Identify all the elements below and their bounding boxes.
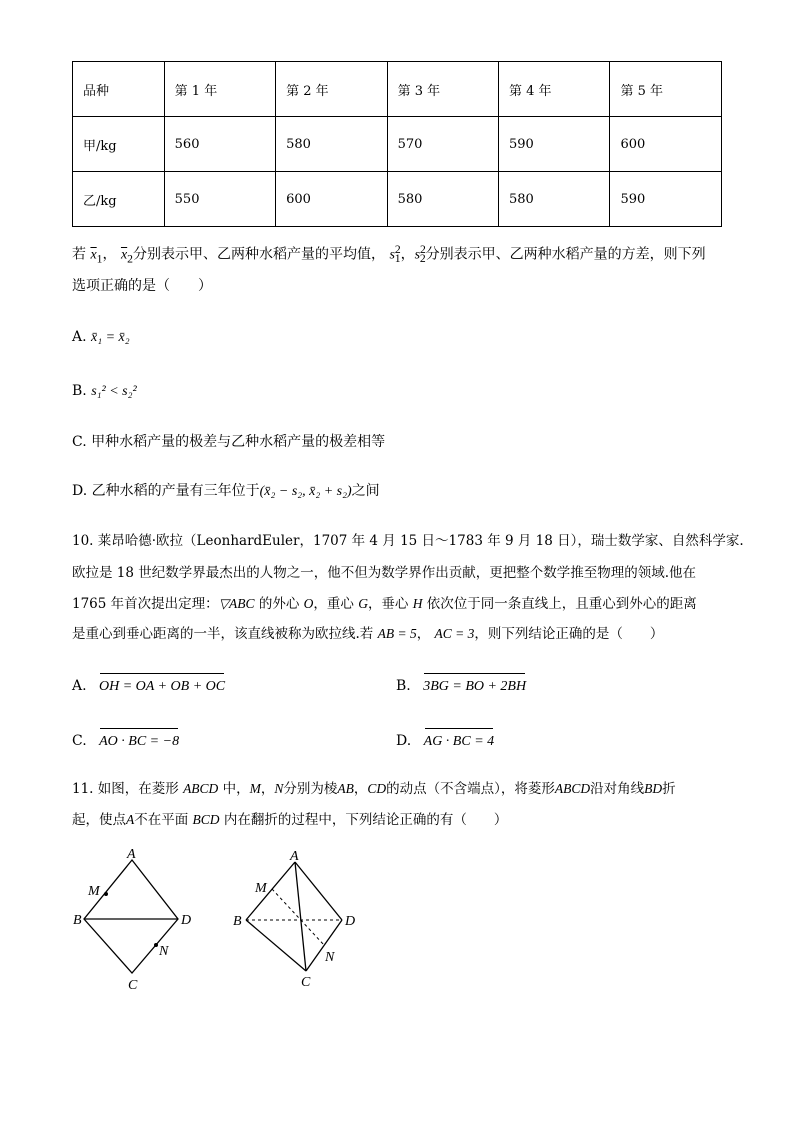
edge-bc	[246, 920, 306, 971]
q10-option-c	[72, 731, 179, 752]
text: ，	[260, 781, 275, 797]
subscript: 2	[127, 252, 133, 266]
table-cell: 第 4 年	[499, 62, 610, 117]
table-cell: 品种	[73, 62, 165, 117]
math-ab: AB = 5	[377, 626, 417, 641]
label-d: D	[345, 914, 356, 929]
table-cell: 第 5 年	[610, 62, 722, 117]
superscript: 2	[420, 243, 426, 256]
label-m: M	[88, 884, 100, 899]
text: 中，	[222, 781, 250, 797]
option-math: 3BG = BO + 2BH	[423, 677, 526, 697]
q10-option-a	[72, 676, 225, 697]
yield-table	[72, 61, 722, 227]
text: 分别表示甲、乙两种水稻产量的方差，则下列	[425, 246, 706, 263]
q10-line1: 10. 莱昂哈德·欧拉（LeonhardEuler，1707 年 4 月 15 日～1783 年 9 月 18 日），瑞士数学家、自然科学家.	[72, 533, 744, 549]
label-d: D	[181, 913, 192, 928]
q9-option-c	[72, 432, 385, 452]
text: 起，使点	[72, 812, 126, 828]
math: BD	[644, 781, 663, 796]
option-label: C.	[72, 434, 87, 450]
text: ，	[102, 246, 117, 263]
table-cell: 580	[276, 117, 387, 172]
label-c: C	[128, 978, 138, 993]
subscript: 2	[419, 252, 426, 266]
table-cell: 第 2 年	[276, 62, 387, 117]
q11-line1	[72, 779, 676, 799]
math: N	[274, 781, 284, 796]
math: BCD	[192, 812, 220, 827]
text: ，	[400, 246, 415, 263]
text: 不在平面	[134, 812, 189, 828]
option-math: AO · BC = −8	[99, 732, 179, 752]
math-g: G	[358, 596, 368, 611]
text: 沿对角线	[590, 781, 645, 797]
table-cell: 590	[610, 172, 722, 227]
table-cell: 第 1 年	[164, 62, 275, 117]
math: ABCD	[183, 781, 219, 796]
text: ，则下列结论正确的是（ ）	[474, 626, 664, 642]
option-label: B.	[72, 383, 87, 399]
label-b: B	[73, 913, 82, 928]
point-n	[154, 943, 158, 947]
text: 依次位于同一条直线上，且重心到外心的距离	[426, 596, 697, 612]
option-label: A.	[72, 329, 87, 345]
point-m	[104, 892, 108, 896]
option-math: s₁² < s₂²	[91, 384, 137, 399]
label-n: N	[159, 944, 169, 959]
table-cell: 580	[387, 172, 498, 227]
text: 分别表示甲、乙两种水稻产量的平均值，	[133, 246, 385, 263]
subscript: 1	[394, 252, 401, 266]
table-cell: 560	[164, 117, 275, 172]
text: 内在翻折的过程中，下列结论正确的有（ ）	[223, 812, 508, 828]
label-a: A	[127, 847, 136, 862]
math: M	[249, 781, 261, 796]
option-label: A.	[72, 678, 87, 694]
math-triangle: ▽ABC	[218, 596, 255, 611]
q9-option-a	[72, 327, 130, 348]
option-math: (x̄₂ − s₂, x̄₂ + s₂)	[259, 484, 352, 499]
text: ，重心	[313, 596, 354, 612]
table-cell: 570	[387, 117, 498, 172]
q10-option-b	[396, 676, 526, 697]
label-n: N	[325, 950, 335, 965]
text: ，	[353, 781, 368, 797]
option-math: x̄₁ = x̄₂	[91, 330, 130, 345]
edge-ab	[246, 862, 295, 920]
text: 的外心	[258, 596, 300, 612]
text: 11. 如图，在菱形	[72, 781, 179, 797]
option-label: C.	[72, 733, 87, 749]
math-o: O	[303, 596, 314, 611]
q11-line2	[72, 810, 507, 830]
table-cell: 600	[276, 172, 387, 227]
table-cell: 甲/kg	[73, 117, 165, 172]
table-cell: 第 3 年	[387, 62, 498, 117]
q10-option-d	[396, 731, 494, 752]
edge-dc	[306, 920, 342, 971]
label-m: M	[255, 881, 267, 896]
option-text: 乙种水稻的产量有三年位于	[91, 483, 260, 499]
edge-ac	[295, 862, 306, 971]
q10-line2: 欧拉是 18 世纪数学界最杰出的人物之一，他不但为数学界作出贡献，更把整个数学推至物理的领域.他在	[72, 565, 697, 581]
text: 分别为棱	[283, 781, 338, 797]
text: 1765 年首次提出定理：	[72, 596, 219, 612]
rhombus-figure	[66, 845, 206, 995]
math: CD	[367, 781, 387, 796]
table-cell: 550	[164, 172, 275, 227]
table-cell: 580	[499, 172, 610, 227]
table-row	[73, 172, 722, 227]
edge-ad	[295, 862, 342, 920]
math-h: H	[412, 596, 423, 611]
math-x1: $\overline{x}$	[90, 247, 97, 263]
option-label: B.	[396, 678, 411, 694]
q9-option-b	[72, 381, 137, 402]
math: AB	[337, 781, 354, 796]
table-cell: 590	[499, 117, 610, 172]
option-label: D.	[72, 483, 88, 499]
q9-option-d	[72, 481, 380, 502]
text: 的动点（不含端点），将菱形	[386, 781, 555, 797]
subscript: 1	[96, 252, 103, 266]
math-x2: $\overline{x}$	[120, 247, 128, 263]
q9-stem-line1	[72, 240, 706, 269]
math: A	[126, 812, 135, 827]
math-s2: s	[414, 247, 421, 263]
text: 折	[662, 781, 676, 797]
label-c: C	[301, 975, 311, 990]
option-text: 甲种水稻产量的极差与乙种水稻产量的极差相等	[91, 434, 386, 450]
option-math: AG · BC = 4	[424, 732, 495, 752]
text: 是重心到垂心距离的一半，该直线被称为欧拉线.若	[72, 626, 374, 642]
q10-line4	[72, 624, 663, 644]
math-ac: AC = 3	[434, 626, 475, 641]
q9-stem-line2: 选项正确的是（ ）	[72, 278, 212, 294]
table-header-row	[73, 62, 722, 117]
math: ABCD	[554, 781, 591, 796]
text: ，	[416, 626, 431, 642]
table-cell: 乙/kg	[73, 172, 165, 227]
label-a: A	[290, 849, 299, 864]
text: ，垂心	[367, 596, 409, 612]
superscript: 2	[394, 243, 401, 256]
option-math: OH = OA + OB + OC	[99, 677, 225, 697]
folded-rhombus-figure	[228, 845, 368, 995]
option-text: 之间	[351, 483, 380, 499]
q10-line3	[72, 594, 697, 614]
option-label: D.	[396, 733, 412, 749]
text: 若	[72, 246, 86, 263]
math-s1: s	[389, 247, 395, 263]
table-row	[73, 117, 722, 172]
table-cell: 600	[610, 117, 722, 172]
label-b: B	[233, 914, 242, 929]
